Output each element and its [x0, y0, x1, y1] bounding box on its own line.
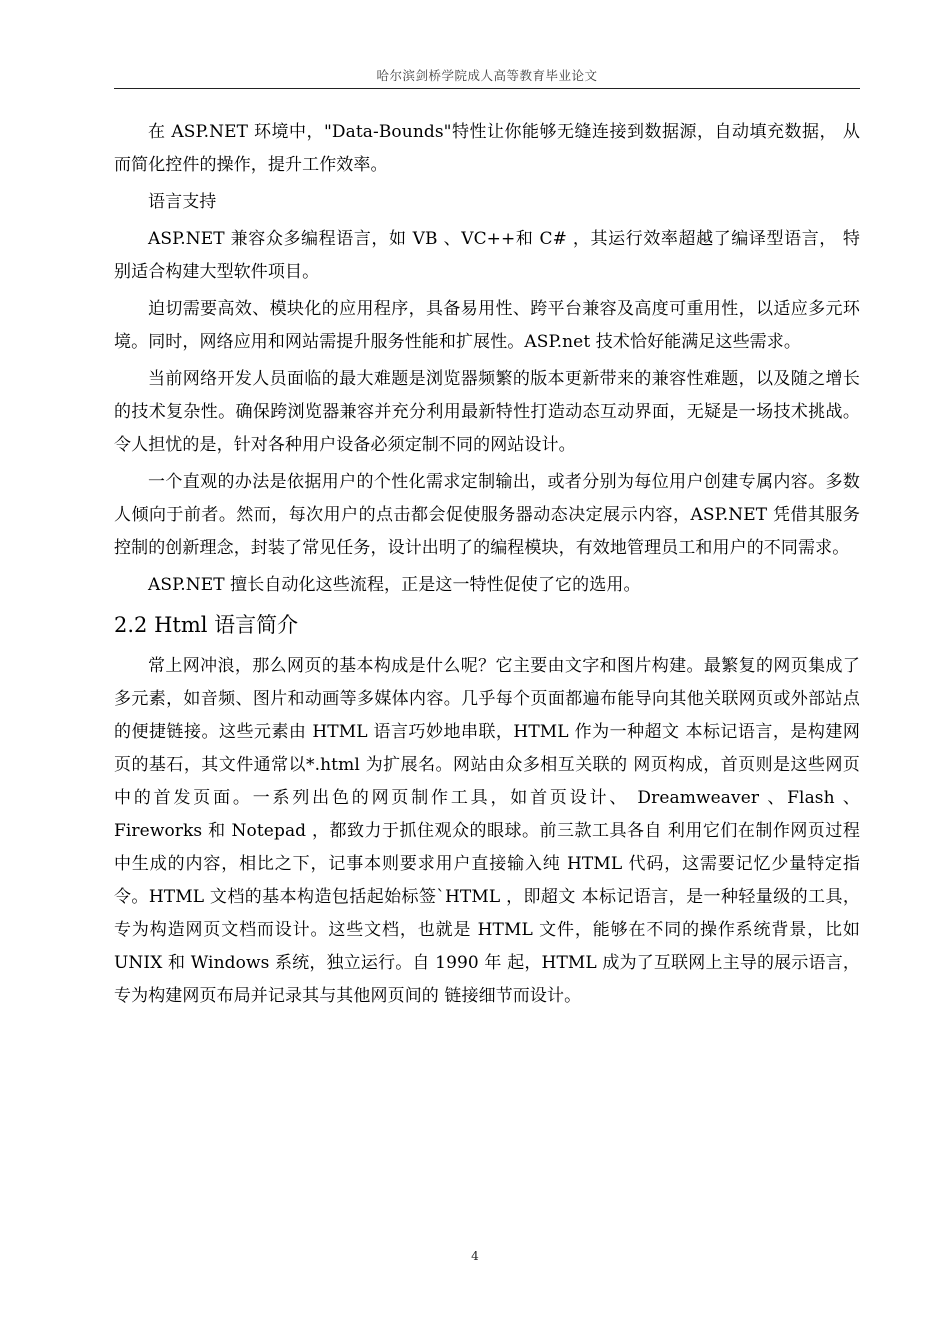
paragraph-automation: ASP.NET 擅长自动化这些流程，正是这一特性促使了它的选用。 [148, 575, 641, 595]
header-divider [114, 88, 860, 89]
paragraph-modular-apps: 迫切需要高效、模块化的应用程序，具备易用性、跨平台兼容及高度可重用性，以适应多元环境。同时，网络应用和网站需提升服务性能和扩展性。ASP.net 技术恰好能满足这些需求。 [114, 299, 860, 352]
page-number: 4 [471, 1249, 479, 1263]
paragraph-language-compat: ASP.NET 兼容众多编程语言，如 VB 、VC++和 C# ，其运行效率超越了编译型语言， 特别适合构建大型软件项目。 [114, 229, 860, 282]
paragraph-data-bounds: 在 ASP.NET 环境中，"Data-Bounds"特性让你能够无缝连接到数据源，自动填充数据， 从而简化控件的操作，提升工作效率。 [114, 122, 860, 175]
paragraph-custom-output: 一个直观的办法是依据用户的个性化需求定制输出，或者分别为每位用户创建专属内容。多数人倾向于前者。然而，每次用户的点击都会促使服务器动态决定展示内容，ASP.NET 凭借其服务控制的创新理念，封装了常见任务，设计出明了的编程模块，有效地管理员工和用户的不同需求。 [114, 472, 860, 558]
running-header: 哈尔滨剑桥学院成人高等教育毕业论文 [376, 68, 598, 83]
paragraph-language-support-label: 语言支持 [148, 192, 217, 212]
paragraph-html-intro: 常上网冲浪，那么网页的基本构成是什么呢？它主要由文字和图片构建。最繁复的网页集成了多元素，如音频、图片和动画等多媒体内容。几乎每个页面都遍布能导向其他关联网页或外部站点的便捷链接。这些元素由 HTML 语言巧妙地串联，HTML 作为一种超文 本标记语言，是构建网页的基石，其文件通常以*.html 为扩展名。网站由众多相互关联的 网页构成，首页则是这些网页中的首发页面。一系列出色的网页制作工具，如首页设计、 Dreamweaver 、Flash 、Fireworks 和 Notepad ，都致力于抓住观众的眼球。前三款工具各自 利用它们在制作网页过程中生成的内容，相比之下，记事本则要求用户直接输入纯 HTML 代码，这需要记忆少量特定指令。HTML 文档的基本构造包括起始标签`HTML ，即超文 本标记语言，是一种轻量级的工具，专为构造网页文档而设计。这些文档，也就是 HTML 文件，能够在不同的操作系统背景，比如 UNIX 和 Windows 系统，独立运行。自 1990 年 起，HTML 成为了互联网上主导的展示语言，专为构建网页布局并记录其与其他网页间的 链接细节而设计。 [114, 656, 860, 1006]
paragraph-browser-compat: 当前网络开发人员面临的最大难题是浏览器频繁的版本更新带来的兼容性难题，以及随之增长的技术复杂性。确保跨浏览器兼容并充分利用最新特性打造动态互动界面，无疑是一场技术挑战。令人担忧的是，针对各种用户设备必须定制不同的网站设计。 [114, 369, 860, 455]
section-heading-html-intro: 2.2 Html 语言简介 [114, 613, 299, 637]
page-body [114, 116, 860, 1017]
